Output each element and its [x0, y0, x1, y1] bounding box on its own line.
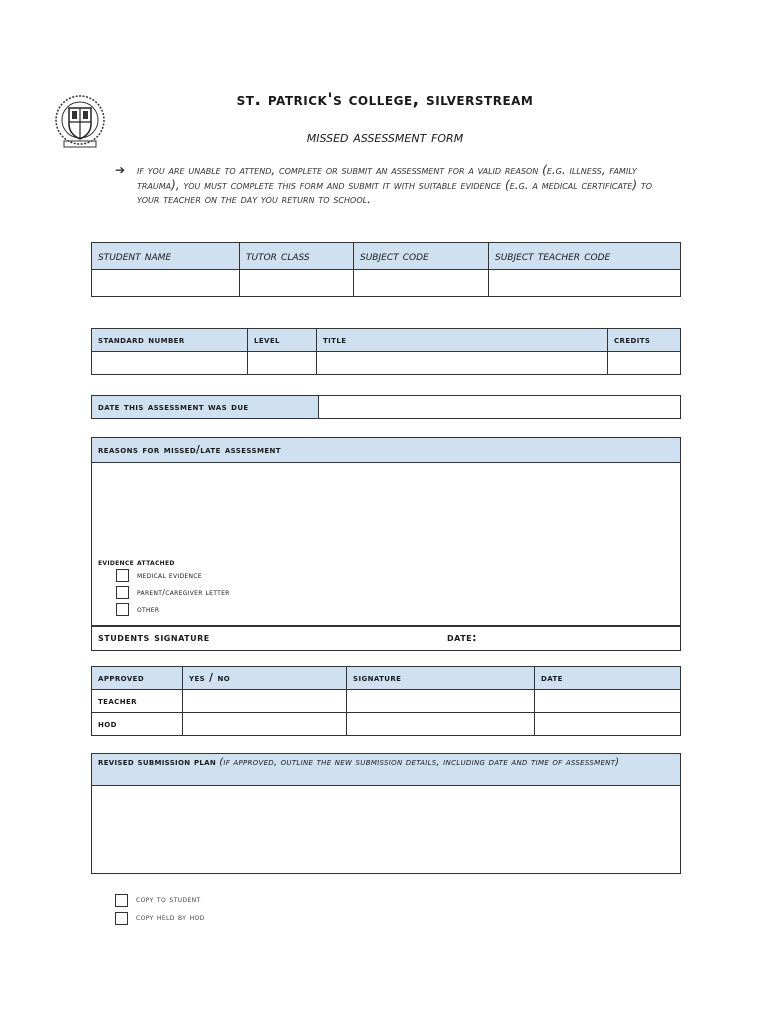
other-option[interactable]	[116, 601, 680, 618]
revised-plan-label: revised submission plan	[98, 757, 217, 768]
teacher-yes-no-field[interactable]	[183, 690, 347, 713]
signature-date-label: date:	[447, 631, 478, 644]
due-date-label: date this assessment was due	[92, 396, 319, 419]
title-field[interactable]	[317, 352, 608, 375]
copy-to-student-option[interactable]	[115, 891, 205, 909]
teacher-row-label: teacher	[92, 690, 183, 713]
level-field[interactable]	[248, 352, 317, 375]
teacher-date-field[interactable]	[535, 690, 681, 713]
credits-field[interactable]	[608, 352, 681, 375]
arrow-icon: ➔	[115, 163, 126, 177]
standard-number-header: standard number	[92, 329, 248, 352]
tutor-class-header: tutor class	[240, 243, 354, 270]
title-header: title	[317, 329, 608, 352]
revised-plan-section	[91, 753, 681, 874]
reasons-textarea[interactable]	[92, 463, 680, 558]
student-name-field[interactable]	[92, 270, 240, 297]
due-date-table	[91, 395, 681, 419]
credits-header: credits	[608, 329, 681, 352]
medical-evidence-checkbox[interactable]	[116, 569, 129, 582]
approval-table	[91, 666, 681, 736]
hod-yes-no-field[interactable]	[183, 713, 347, 736]
copy-held-by-hod-label: copy held by hod	[136, 913, 205, 923]
subject-teacher-code-field[interactable]	[489, 270, 681, 297]
student-name-header: student name	[92, 243, 240, 270]
parent-letter-label: parent/caregiver letter	[137, 588, 230, 597]
student-details-table	[91, 242, 681, 297]
copy-held-by-hod-checkbox[interactable]	[115, 912, 128, 925]
parent-letter-checkbox[interactable]	[116, 586, 129, 599]
revised-plan-note: (if approved, outline the new submission details, including date and time of assessment)	[219, 757, 620, 768]
subject-code-field[interactable]	[354, 270, 489, 297]
reasons-section	[91, 437, 681, 651]
revised-plan-textarea[interactable]	[92, 786, 680, 872]
copies-list	[115, 891, 205, 927]
form-subtitle: missed assessment form	[306, 128, 464, 146]
copy-to-student-checkbox[interactable]	[115, 894, 128, 907]
medical-evidence-label: medical evidence	[137, 571, 202, 580]
approval-date-header: date	[535, 667, 681, 690]
subject-teacher-code-header: subject teacher code	[489, 243, 681, 270]
medical-evidence-option[interactable]	[116, 567, 680, 584]
page-title: st. patrick's college, silverstream	[236, 90, 534, 110]
signature-header: signature	[347, 667, 535, 690]
yes-no-header: yes / no	[183, 667, 347, 690]
copy-held-by-hod-option[interactable]	[115, 909, 205, 927]
hod-signature-field[interactable]	[347, 713, 535, 736]
instructions-notice	[115, 163, 675, 207]
hod-date-field[interactable]	[535, 713, 681, 736]
other-checkbox[interactable]	[116, 603, 129, 616]
due-date-field[interactable]	[319, 396, 681, 419]
evidence-label: evidence attached	[98, 558, 175, 567]
notice-text: if you are unable to attend, complete or submit an assessment for a valid reason (e.g. illness, family trauma), you must complete this form and submit it with suitable evidence (e.g. a medical certificate) to your teacher on the day you return to school.	[137, 163, 653, 206]
reasons-header: reasons for missed/late assessment	[92, 438, 680, 463]
parent-letter-option[interactable]	[116, 584, 680, 601]
standard-details-table	[91, 328, 681, 375]
copy-to-student-label: copy to student	[136, 895, 201, 905]
approved-header: approved	[92, 667, 183, 690]
teacher-signature-field[interactable]	[347, 690, 535, 713]
hod-row-label: hod	[92, 713, 183, 736]
level-header: level	[248, 329, 317, 352]
signature-divider	[92, 625, 680, 627]
tutor-class-field[interactable]	[240, 270, 354, 297]
student-signature-label: students signature	[98, 631, 210, 644]
standard-number-field[interactable]	[92, 352, 248, 375]
subject-code-header: subject code	[354, 243, 489, 270]
revised-plan-header	[92, 754, 680, 786]
other-label: other	[137, 605, 160, 614]
